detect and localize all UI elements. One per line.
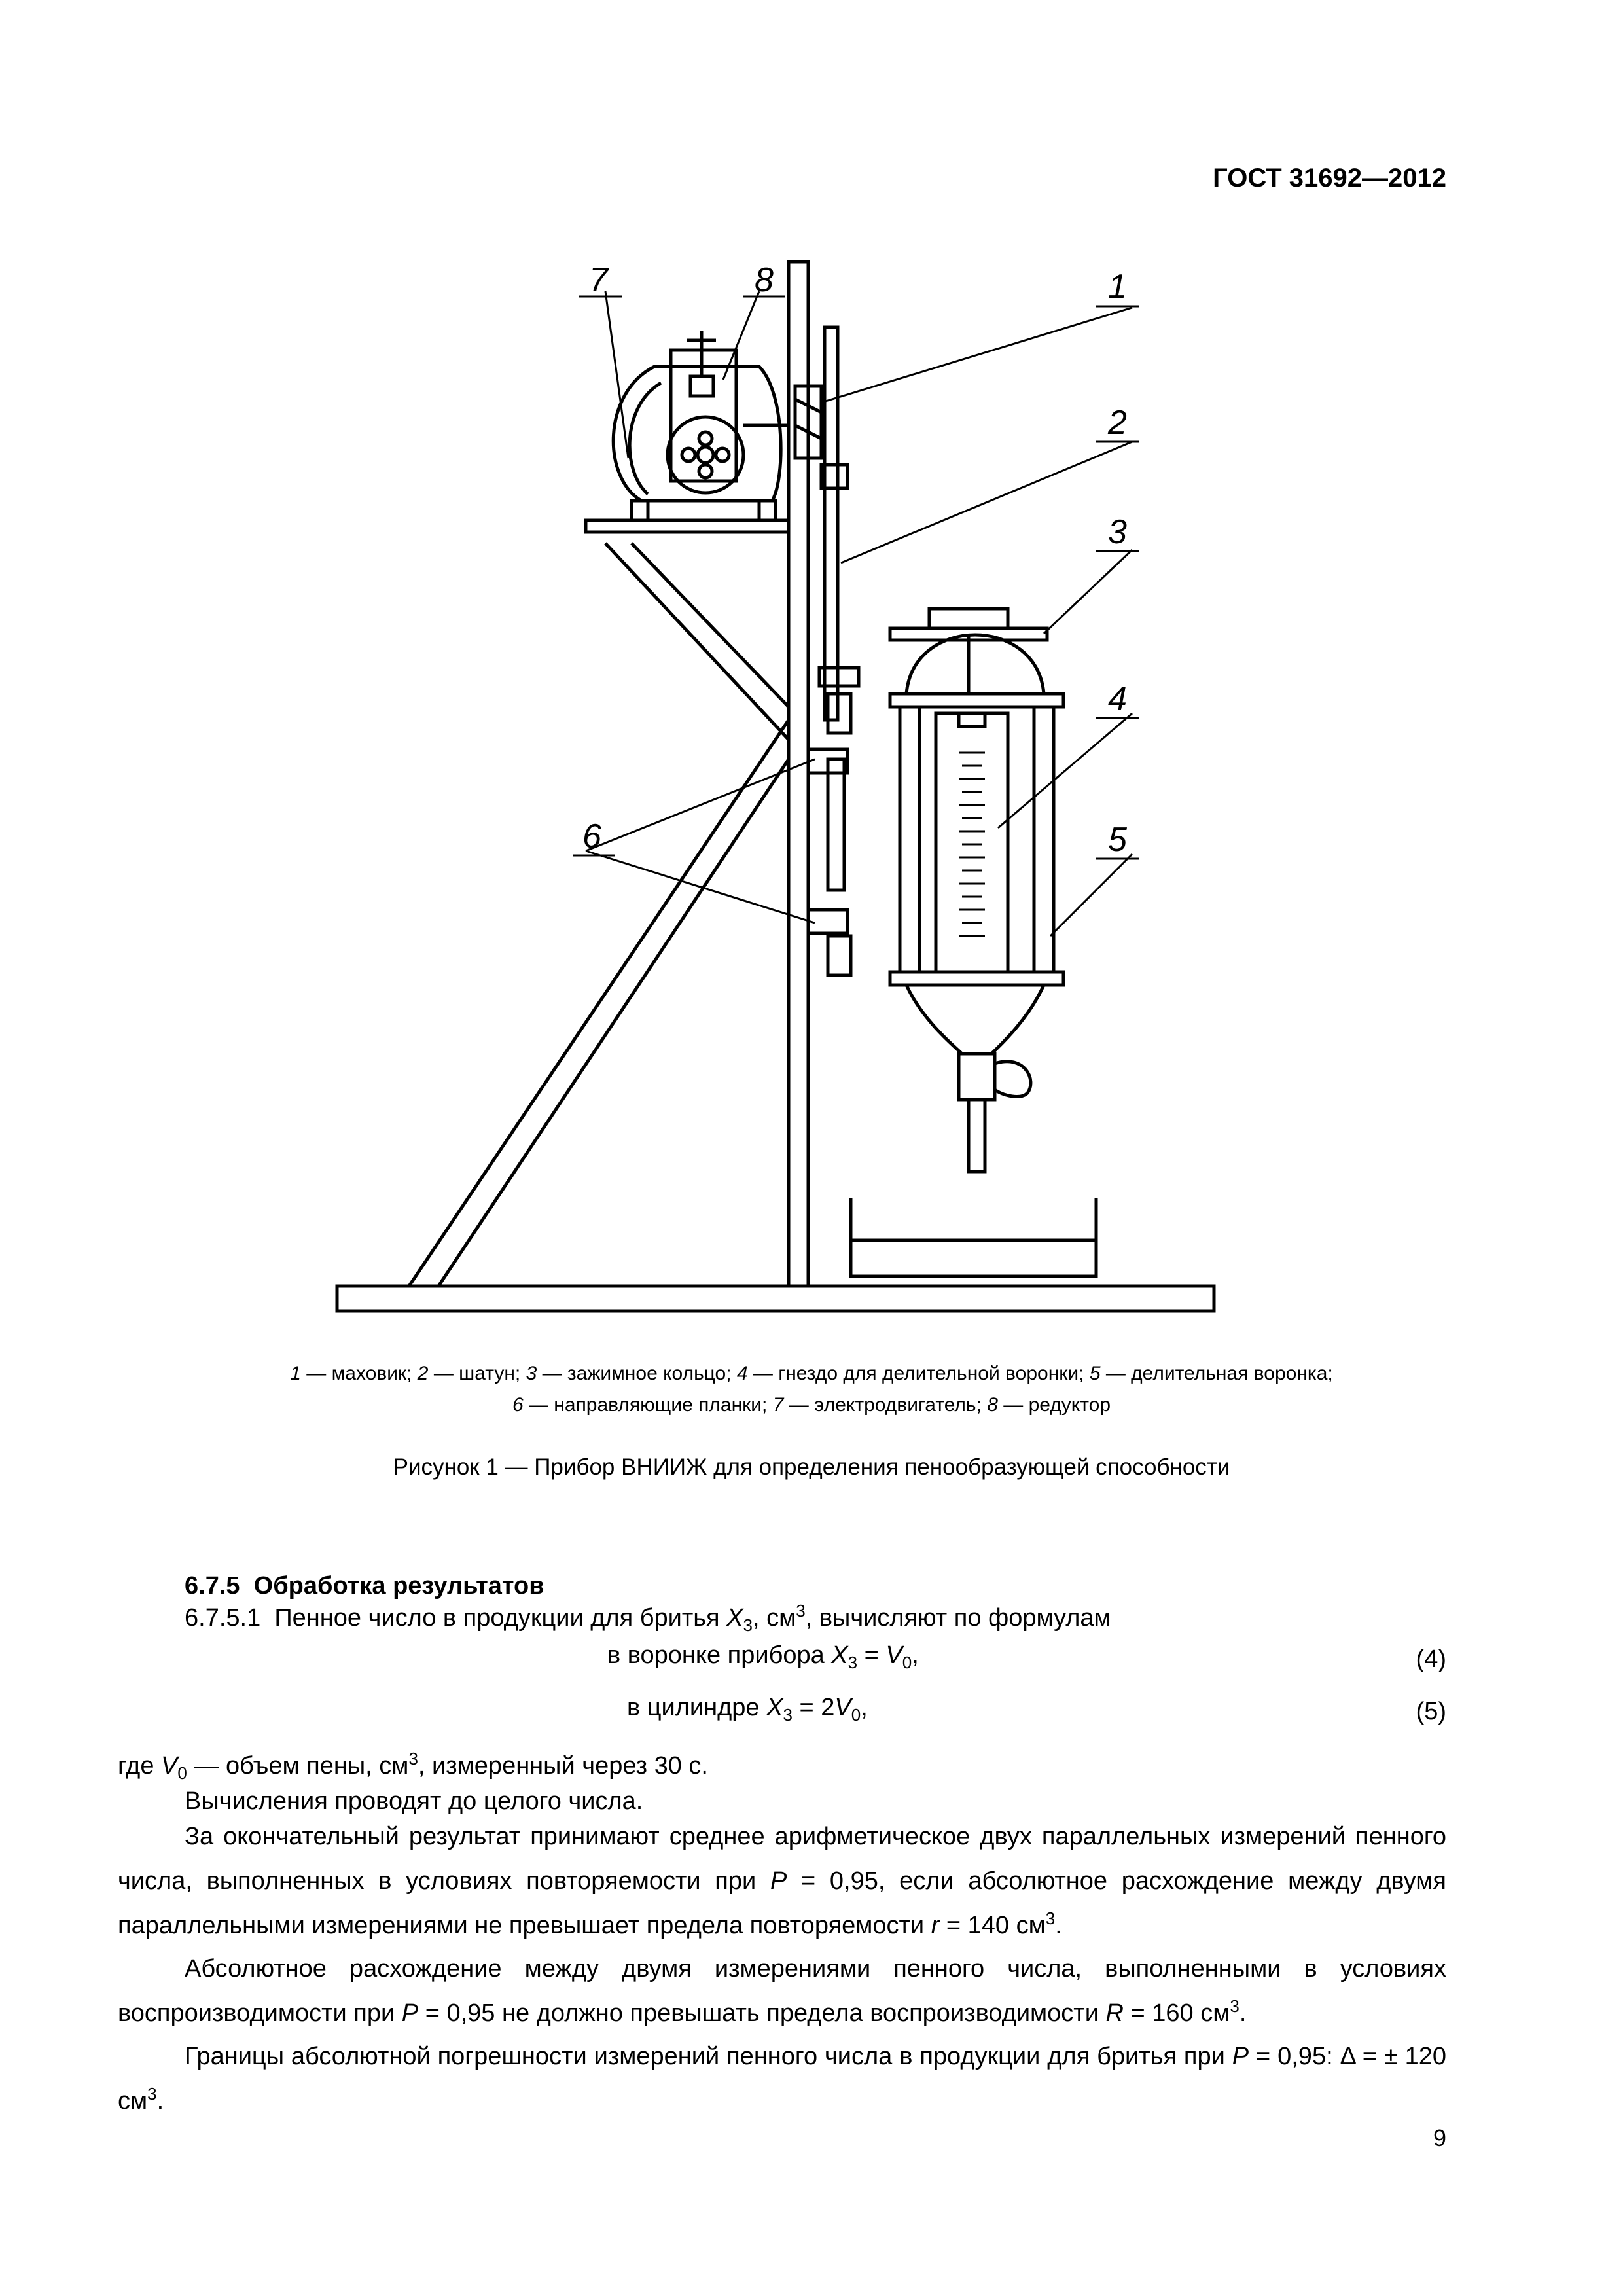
superscript: 3 — [1230, 1996, 1240, 2016]
legend-text: — гнездо для делительной воронки; — [747, 1363, 1090, 1384]
formula-lhs: X — [831, 1641, 848, 1669]
legend-text: — направляющие планки; — [523, 1394, 773, 1416]
subscript: 0 — [851, 1705, 861, 1725]
where-text: — объем пены, см — [187, 1752, 409, 1780]
flywheel-hub — [698, 447, 713, 463]
callout-6: 6 — [582, 817, 601, 855]
reproducibility-paragraph — [118, 1946, 1446, 2036]
collecting-dish — [851, 1198, 1096, 1276]
socket-post-left — [900, 707, 919, 972]
formula-rhs: V — [834, 1694, 851, 1721]
formula-prefix: в цилиндре — [627, 1694, 767, 1721]
graduation-marks — [959, 753, 985, 936]
where-text: , измеренный через 30 с. — [418, 1752, 708, 1780]
legend-num: 4 — [736, 1363, 748, 1384]
funnel-dome — [906, 635, 1044, 694]
leader-7 — [605, 291, 628, 458]
paragraph-text: = 0,95, если абсолютное расхождение между двумя параллельными измерениями не превышает предела повторяемости — [118, 1867, 1446, 1939]
variable-p: P — [1232, 2043, 1249, 2070]
apparatus-drawing — [314, 242, 1243, 1329]
flywheel-hole — [682, 448, 695, 461]
funnel-cone — [906, 985, 1044, 1054]
paragraph-6751 — [185, 1596, 1428, 1640]
subscript: 3 — [783, 1705, 793, 1725]
funnel-socket-top — [890, 694, 1063, 707]
legend-num: 8 — [987, 1394, 998, 1416]
result-paragraph — [118, 1814, 1446, 1948]
superscript: 3 — [796, 1601, 806, 1621]
paragraph-text: Границы абсолютной погрешности измерений пенного числа в продукции для бритья при — [185, 2043, 1232, 2070]
paragraph-text: = 0,95 не должно превышать предела воспроизводимости — [418, 2000, 1106, 2027]
variable-r: r — [931, 1912, 940, 1939]
calculation-note: Вычисления проводят до целого числа. — [185, 1787, 643, 1815]
legend-num: 6 — [512, 1394, 524, 1416]
callout-4: 4 — [1108, 680, 1127, 718]
subscript: 0 — [902, 1653, 912, 1672]
stopcock-body — [959, 1054, 995, 1100]
variable-p: P — [770, 1867, 787, 1895]
legend-num: 5 — [1089, 1363, 1101, 1384]
leader-1 — [821, 308, 1132, 403]
legend-text: — редуктор — [997, 1394, 1111, 1416]
stopcock-handle — [995, 1062, 1031, 1097]
reducer-window — [690, 376, 713, 396]
page-number: 9 — [1433, 2125, 1446, 2151]
subscript: 0 — [177, 1763, 187, 1783]
formula-rhs: V — [885, 1641, 902, 1669]
superscript: 3 — [147, 2084, 157, 2104]
motor-foot-right — [759, 501, 776, 520]
diagonal-brace-lower-inner — [438, 759, 789, 1286]
legend-text: — маховик; — [300, 1363, 418, 1384]
motor-foot-left — [632, 501, 648, 520]
clamping-ring-top — [929, 609, 1008, 628]
paragraph-text: , вычисляют по формулам — [805, 1604, 1111, 1632]
leader-6-upper — [586, 759, 815, 851]
variable-r: R — [1105, 2000, 1124, 2027]
leader-5 — [1050, 854, 1132, 936]
formula-equals: = 2 — [792, 1694, 835, 1721]
variable-x: X — [726, 1604, 743, 1632]
leader-2 — [841, 442, 1132, 563]
main-stand-rod — [789, 262, 808, 1286]
variable-v: V — [161, 1752, 178, 1780]
diagonal-brace-upper-inner — [632, 543, 789, 707]
paragraph-text: , см — [753, 1604, 796, 1632]
base-plate — [337, 1286, 1214, 1311]
connecting-rod — [825, 327, 838, 720]
callout-8: 8 — [755, 261, 774, 299]
paragraph-text: . — [1239, 2000, 1247, 2027]
section-number: 6.7.5 — [185, 1572, 240, 1600]
motor-shelf — [586, 520, 789, 532]
formula-5 — [627, 1694, 868, 1725]
superscript: 3 — [1045, 1909, 1056, 1928]
paragraph-text: = 140 см — [939, 1912, 1046, 1939]
callout-1: 1 — [1108, 268, 1127, 306]
paragraph-text: . — [156, 2087, 164, 2115]
legend-num: 1 — [290, 1363, 301, 1384]
funnel-socket-bottom — [890, 972, 1063, 985]
superscript: 3 — [408, 1749, 418, 1768]
callout-3: 3 — [1108, 513, 1127, 551]
subscript: 3 — [847, 1653, 858, 1672]
diagonal-brace-lower — [409, 720, 789, 1286]
section-title: Обработка результатов — [253, 1572, 544, 1600]
legend-text: — электродвигатель; — [783, 1394, 988, 1416]
funnel-neck — [959, 713, 985, 726]
figure-caption: Рисунок 1 — Прибор ВНИИЖ для определения пенообразующей способности — [393, 1454, 1230, 1480]
legend-text: — делительная воронка; — [1100, 1363, 1333, 1384]
flywheel-hole — [699, 465, 712, 478]
formula-prefix: в воронке прибора — [607, 1641, 832, 1669]
guide-bar-lower — [808, 910, 847, 933]
formula-suffix: , — [861, 1694, 868, 1721]
motor-inner-arc — [630, 383, 661, 494]
equation-number-4: (4) — [1416, 1645, 1446, 1673]
document-standard-number: ГОСТ 31692—2012 — [1213, 164, 1446, 192]
paragraph-text: . — [1055, 1912, 1062, 1939]
callout-5: 5 — [1108, 821, 1127, 859]
figure-legend-line-2 — [131, 1394, 1492, 1416]
paragraph-text: = 0,95: Δ = ± 120 см — [118, 2043, 1446, 2115]
legend-text: — зажимное кольцо; — [537, 1363, 737, 1384]
leader-6-lower — [586, 851, 815, 923]
legend-text: — шатун; — [428, 1363, 526, 1384]
legend-num: 7 — [772, 1394, 784, 1416]
formula-suffix: , — [912, 1641, 919, 1669]
socket-post-right — [1034, 707, 1054, 972]
paragraph-text: За окончательный результат принимают среднее арифметическое двух параллельных измерений пенного числа, выполненных в условиях повторяемости при — [118, 1823, 1446, 1895]
variable-p: P — [401, 2000, 419, 2027]
paragraph-text: Абсолютное расхождение между двумя измерениями пенного числа, выполненными в условиях воспроизводимости при — [118, 1955, 1446, 2027]
legend-num: 3 — [526, 1363, 537, 1384]
funnel-outlet — [969, 1100, 985, 1172]
where-text: где — [118, 1752, 162, 1780]
leader-4 — [998, 713, 1132, 828]
apparatus-figure — [314, 242, 1243, 1329]
paragraph-text: Пенное число в продукции для бритья — [274, 1604, 727, 1632]
equation-number-5: (5) — [1416, 1698, 1446, 1725]
callout-2: 2 — [1108, 404, 1127, 442]
clause-number: 6.7.5.1 — [185, 1604, 261, 1632]
rod-connector-lower — [828, 936, 851, 975]
figure-legend-line-1 — [131, 1363, 1492, 1385]
guide-rail — [828, 759, 844, 890]
formula-equals: = — [857, 1641, 886, 1669]
leader-3 — [1044, 550, 1132, 634]
legend-num: 2 — [417, 1363, 429, 1384]
diagonal-brace-upper — [605, 543, 789, 740]
paragraph-text: = 160 см — [1123, 2000, 1230, 2027]
formula-4 — [607, 1641, 919, 1670]
flywheel-hole — [699, 432, 712, 445]
flywheel-hole — [716, 448, 729, 461]
error-limits-paragraph — [118, 2034, 1446, 2123]
subscript: 3 — [743, 1615, 753, 1635]
formula-lhs: X — [766, 1694, 783, 1721]
callout-7: 7 — [589, 261, 608, 299]
